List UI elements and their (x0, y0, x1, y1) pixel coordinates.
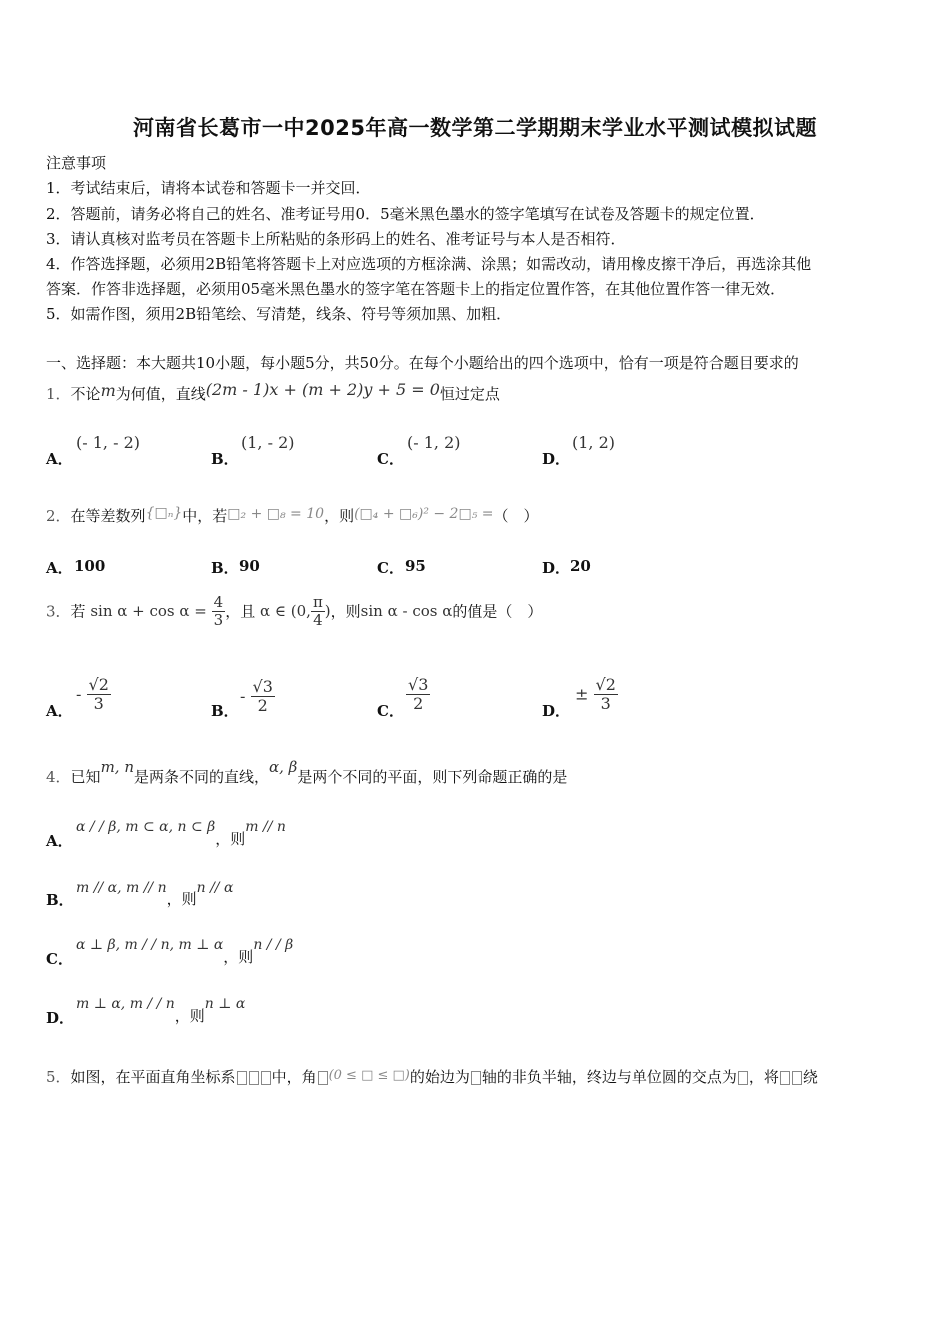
option-c (406, 676, 430, 712)
option-c: 95 (405, 557, 426, 575)
fraction-denominator: 4 (313, 610, 323, 629)
option-conclusion: n // α (196, 880, 234, 896)
math-lhs: sin α + cos α = (90, 602, 207, 620)
math-range: (0 ≤ □ ≤ □) (328, 1068, 410, 1083)
option-c: (- 1, 2) (407, 433, 461, 452)
option-b: (1, - 2) (241, 433, 295, 452)
fraction-4-3 (212, 594, 226, 628)
option-label: C． (377, 702, 404, 720)
option-label: A． (46, 832, 73, 850)
option-label: C． (377, 450, 404, 468)
question-text: （ ） (493, 507, 539, 525)
question-text: ，将 (748, 1068, 779, 1086)
missing-glyph-box (738, 1071, 748, 1085)
question-5 (46, 1066, 818, 1087)
question-text: ，则 (324, 507, 355, 525)
math-expression: sin α - cos α (360, 602, 453, 620)
option-label: B． (46, 891, 74, 909)
fraction-numerator: √2 (595, 675, 616, 694)
option-then: ，则 (223, 948, 254, 966)
option-d (76, 992, 246, 1025)
math-seq: {□ₙ} (145, 505, 183, 521)
option-a: 100 (74, 557, 106, 575)
question-text: 的值是（ ） (452, 602, 543, 621)
page-title: 河南省长葛市一中2025年高一数学第二学期期末学业水平测试模拟试题 (133, 116, 817, 140)
question-1 (46, 380, 500, 404)
option-fraction (594, 676, 618, 712)
option-condition: α ⊥ β, m / / n, m ⊥ α (76, 937, 224, 953)
question-text: ，则 (330, 602, 361, 621)
option-b (240, 678, 275, 714)
option-d: (1, 2) (572, 433, 616, 452)
question-number: 5． (46, 1068, 71, 1086)
option-b: 90 (239, 557, 260, 575)
option-label: C． (46, 950, 73, 968)
option-d (575, 676, 618, 712)
option-then: ，则 (215, 830, 246, 848)
fraction-numerator: √3 (408, 675, 429, 694)
fraction-numerator: √2 (88, 675, 109, 694)
option-sign: - (240, 686, 246, 706)
question-text: 若 (70, 602, 86, 621)
fraction-numerator: π (312, 593, 323, 611)
question-number: 2． (46, 507, 71, 525)
notice-heading: 注意事项 (46, 154, 107, 172)
option-condition: α / / β, m ⊂ α, n ⊂ β (76, 819, 216, 835)
question-text: 中，若 (182, 507, 228, 525)
option-label: D． (542, 450, 571, 468)
option-conclusion: m // n (245, 819, 286, 835)
option-label: A． (46, 702, 73, 720)
fraction-denominator: 2 (257, 695, 268, 715)
fraction-denominator: 2 (413, 693, 424, 713)
missing-glyph-box (471, 1071, 481, 1085)
fraction-denominator: 3 (600, 693, 611, 713)
math-range: α ∈ (0, (260, 602, 311, 620)
fraction-pi-4 (311, 594, 325, 628)
missing-glyph-box (792, 1071, 802, 1085)
question-text: 绕 (802, 1068, 818, 1086)
missing-glyph-box (318, 1071, 328, 1085)
question-text: 轴的非负半轴，终边与单位圆的交点为 (481, 1068, 737, 1086)
notice-item: 2．答题前，请务必将自己的姓名、准考证号用0．5毫米黑色墨水的签字笔填写在试卷及答题卡的规定位置． (46, 205, 765, 223)
missing-glyph-box (237, 1071, 247, 1085)
option-d: 20 (570, 557, 591, 575)
missing-glyph-box (780, 1071, 790, 1085)
question-2 (46, 505, 539, 526)
question-text: 是两条不同的直线， (133, 768, 269, 786)
notice-item: 答案．作答非选择题，必须用05毫米黑色墨水的签字笔在答题卡上的指定位置作答，在其他位置作答一律无效． (46, 280, 786, 298)
option-label: D． (542, 559, 571, 577)
math-var: m (100, 381, 116, 400)
notice-item: 1．考试结束后，请将本试卷和答题卡一并交回． (46, 179, 371, 197)
option-label: D． (46, 1009, 75, 1027)
option-condition: m ⊥ α, m / / n (76, 996, 175, 1012)
question-text: 不论 (70, 385, 101, 403)
question-number: 4． (46, 768, 71, 786)
option-label: A． (46, 450, 73, 468)
fraction-denominator: 3 (213, 610, 224, 629)
question-text: 在等差数列 (70, 507, 146, 525)
section-heading: 一、选择题：本大题共10小题，每小题5分，共50分。在每个小题给出的四个选项中，恰有一项是符合题目要求的 (46, 354, 799, 372)
question-text: 是两个不同的平面，则下列命题正确的是 (297, 768, 568, 786)
question-text: 恒过定点 (439, 385, 500, 403)
option-fraction (87, 676, 111, 712)
option-sign: - (76, 684, 82, 704)
question-text: 的始边为 (409, 1068, 470, 1086)
notice-item: 4．作答选择题，必须用2B铅笔将答题卡上对应选项的方框涂满、涂黑；如需改动，请用橡皮擦干净后，再选涂其他 (46, 255, 812, 273)
option-then: ，则 (174, 1007, 205, 1025)
option-label: B． (211, 702, 239, 720)
question-text: ，且 (225, 602, 256, 621)
fraction-numerator: √3 (252, 677, 273, 696)
missing-glyph-box (249, 1071, 259, 1085)
question-3 (46, 594, 542, 628)
missing-glyph-box (261, 1071, 271, 1085)
option-sign: ± (575, 684, 589, 704)
option-label: D． (542, 702, 571, 720)
option-condition: m // α, m // n (76, 880, 167, 896)
fraction-denominator: 3 (93, 693, 104, 713)
question-text: 已知 (70, 768, 101, 786)
math-planes: α, β (269, 758, 298, 776)
notice-item: 3．请认真核对监考员在答题卡上所粘贴的条形码上的姓名、准考证号与本人是否相符． (46, 230, 626, 248)
line-equation: (2m - 1)x + (m + 2)y + 5 = 0 (205, 380, 440, 399)
option-label: B． (211, 450, 239, 468)
option-fraction (406, 676, 430, 712)
notice-item: 5．如需作图，须用2B铅笔绘、写清楚，线条、符号等须加黑、加粗． (46, 305, 512, 323)
fraction-numerator: 4 (213, 593, 224, 611)
math-range-close: ) (324, 602, 331, 620)
question-text: 为何值，直线 (115, 385, 206, 403)
math-condition: □₂ + □₈ = 10 (227, 506, 325, 522)
option-a (76, 815, 286, 848)
option-then: ，则 (166, 890, 197, 908)
option-label: B． (211, 559, 239, 577)
question-text: 中，角 (271, 1068, 317, 1086)
question-text: 如图，在平面直角坐标系 (70, 1068, 236, 1086)
math-lines: m, n (100, 758, 134, 776)
option-label: A． (46, 559, 73, 577)
question-4 (46, 758, 567, 787)
option-fraction (251, 678, 275, 714)
option-label: C． (377, 559, 404, 577)
option-conclusion: n ⊥ α (204, 996, 246, 1012)
option-c (76, 933, 294, 966)
option-a: (- 1, - 2) (76, 433, 140, 452)
question-number: 3． (46, 602, 71, 621)
math-expression: (□₄ + □₆)² − 2□₅ = (354, 506, 494, 522)
question-number: 1． (46, 385, 71, 403)
option-a (76, 676, 111, 712)
option-conclusion: n / / β (253, 937, 294, 953)
option-b (76, 876, 234, 908)
